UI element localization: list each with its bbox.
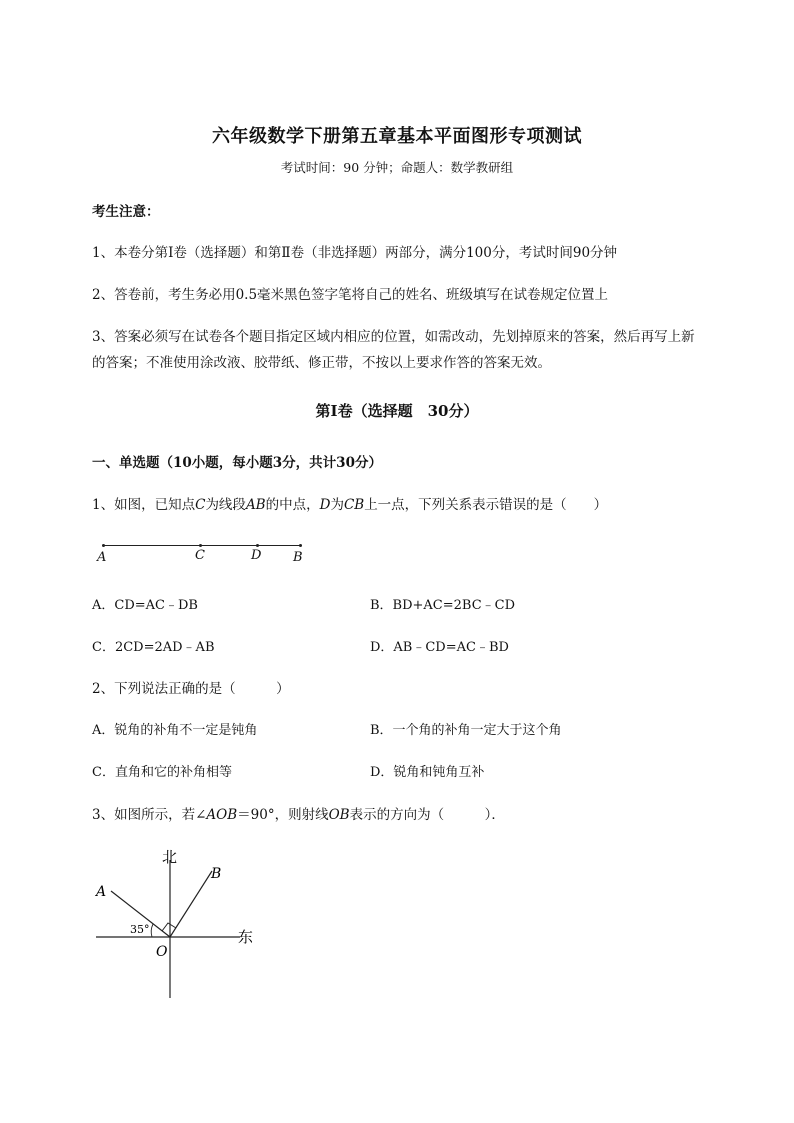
label-a: A bbox=[97, 550, 107, 565]
notice-item-3: 3、答案必须写在试卷各个题目指定区域内相应的位置，如需改动，先划掉原来的答案，然后再写上新 bbox=[92, 329, 695, 345]
q1-option-a[interactable]: A．CD=AC﹣DB bbox=[92, 598, 198, 613]
east-label: 东 bbox=[238, 928, 254, 946]
question-3-stem: 3、如图所示，若∠AOB＝90°，则射线OB表示的方向为（ ）． bbox=[92, 807, 505, 823]
label-ray-b: B bbox=[211, 866, 222, 882]
q2-option-b[interactable]: B．一个角的补角一定大于这个角 bbox=[370, 723, 562, 738]
point-a-dot bbox=[102, 544, 105, 547]
exam-info: 考试时间：90 分钟；命题人：数学教研组 bbox=[280, 160, 514, 175]
label-d: D bbox=[251, 548, 262, 563]
q1-option-d[interactable]: D．AB﹣CD=AC﹣BD bbox=[370, 640, 509, 655]
q1-option-b[interactable]: B．BD+AC=2BC﹣CD bbox=[370, 598, 516, 613]
point-c-dot bbox=[199, 544, 202, 547]
q1-option-c[interactable]: C．2CD=2AD﹣AB bbox=[92, 640, 215, 655]
q2-option-d[interactable]: D．锐角和钝角互补 bbox=[370, 765, 485, 780]
point-b-dot bbox=[299, 544, 302, 547]
direction-figure bbox=[90, 840, 270, 1005]
section-title: 第Ⅰ卷（选择题 30分） bbox=[315, 402, 479, 420]
label-origin-o: O bbox=[156, 944, 168, 960]
notice-item-2: 2、答卷前，考生务必用0.5毫米黑色签字笔将自己的姓名、班级填写在试卷规定位置上 bbox=[92, 287, 609, 303]
notice-item-1: 1、本卷分第Ⅰ卷（选择题）和第Ⅱ卷（非选择题）两部分，满分100分，考试时间90分钟 bbox=[92, 245, 618, 261]
part-title: 一、单选题（10小题，每小题3分，共计30分） bbox=[92, 455, 382, 471]
north-label: 北 bbox=[162, 848, 178, 866]
q2-option-c[interactable]: C．直角和它的补角相等 bbox=[92, 765, 232, 780]
q2-option-a[interactable]: A．锐角的补角不一定是钝角 bbox=[92, 723, 258, 738]
label-b: B bbox=[293, 550, 303, 565]
notice-heading: 考生注意： bbox=[92, 204, 160, 220]
angle-arc bbox=[151, 924, 153, 937]
notice-item-3-cont: 的答案；不准使用涂改液、胶带纸、修正带，不按以上要求作答的答案无效。 bbox=[92, 355, 551, 371]
label-ray-a: A bbox=[96, 884, 107, 900]
label-c: C bbox=[195, 548, 205, 563]
point-d-dot bbox=[256, 544, 259, 547]
angle-label: 35° bbox=[130, 923, 150, 936]
page-title: 六年级数学下册第五章基本平面图形专项测试 bbox=[212, 126, 582, 147]
question-2-stem: 2、下列说法正确的是（ ） bbox=[92, 681, 290, 697]
question-1-stem: 1、如图，已知点C为线段AB的中点，D为CB上一点，下列关系表示错误的是（ ） bbox=[92, 497, 608, 513]
ray-ob bbox=[170, 871, 212, 937]
segment-ab bbox=[103, 545, 301, 546]
